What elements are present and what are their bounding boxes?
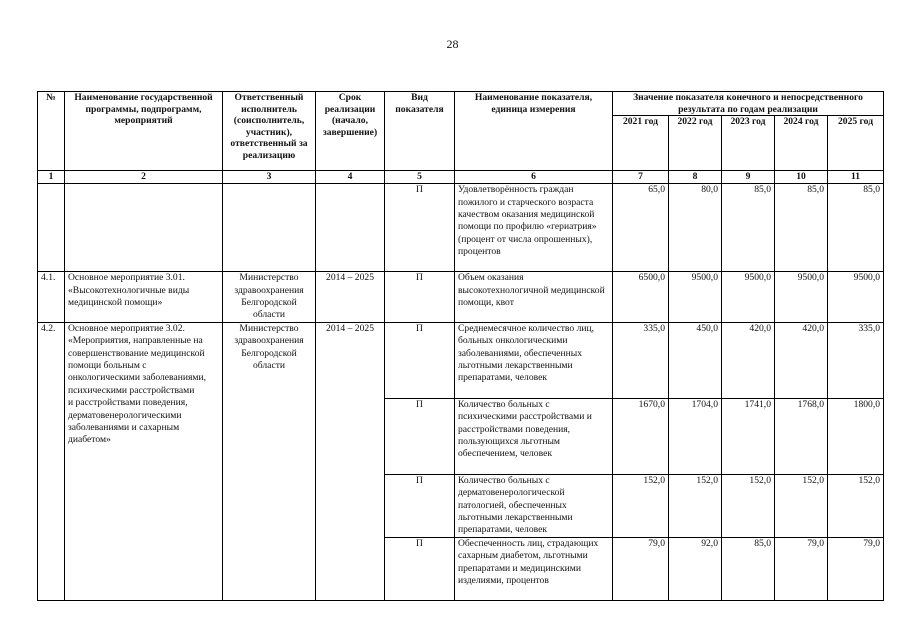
value-2022: 450,0 xyxy=(669,322,722,398)
value-2025: 335,0 xyxy=(828,322,884,398)
value-2024: 79,0 xyxy=(775,537,828,600)
value-2025: 152,0 xyxy=(828,474,884,537)
value-2023: 9500,0 xyxy=(722,272,775,323)
header-year: 2022 год xyxy=(669,116,722,171)
column-number: 6 xyxy=(455,171,613,184)
column-number: 5 xyxy=(385,171,455,184)
table-row xyxy=(38,184,884,272)
value-2025: 1800,0 xyxy=(828,398,884,474)
empty-cell xyxy=(223,184,316,272)
indicator-name: Объем оказания высокотехнологичной медицинской помощи, квот xyxy=(455,272,613,323)
column-numbers-row xyxy=(38,171,884,184)
empty-cell xyxy=(65,184,223,272)
indicator-name: Обеспеченность лиц, страдающих сахарным диабетом, льготными препаратами и медицинскими изделиями, процентов xyxy=(455,537,613,600)
indicator-name: Среднемесячное количество лиц, больных онкологическими заболеваниями, обеспеченных льготными лекарственными препаратами, человек xyxy=(455,322,613,398)
value-2025: 9500,0 xyxy=(828,272,884,323)
table-row xyxy=(38,322,884,398)
row-number: 4.1. xyxy=(38,272,65,323)
indicator-kind: П xyxy=(385,184,455,272)
value-2024: 420,0 xyxy=(775,322,828,398)
value-2023: 85,0 xyxy=(722,184,775,272)
indicator-name: Количество больных с психическими расстройствами и расстройствами поведения, пользующихся льготным обеспечением, человек xyxy=(455,398,613,474)
column-number: 1 xyxy=(38,171,65,184)
column-number: 3 xyxy=(223,171,316,184)
value-2024: 85,0 xyxy=(775,184,828,272)
responsible-executor: Министерство здравоохранения Белгородской области xyxy=(223,322,316,600)
indicators-table xyxy=(37,91,884,601)
value-2022: 1704,0 xyxy=(669,398,722,474)
value-2021: 335,0 xyxy=(613,322,669,398)
header-year: 2023 год xyxy=(722,116,775,171)
value-2021: 152,0 xyxy=(613,474,669,537)
implementation-period: 2014 – 2025 xyxy=(316,272,385,323)
indicator-kind: П xyxy=(385,537,455,600)
empty-cell xyxy=(316,184,385,272)
value-2022: 80,0 xyxy=(669,184,722,272)
value-2021: 1670,0 xyxy=(613,398,669,474)
header-values-group: Значение показателя конечного и непосредственного результата по годам реализации xyxy=(613,92,884,116)
header-indicator-name: Наименование показателя, единица измерения xyxy=(455,92,613,171)
header-number: № xyxy=(38,92,65,171)
value-2021: 65,0 xyxy=(613,184,669,272)
value-2025: 85,0 xyxy=(828,184,884,272)
indicator-kind: П xyxy=(385,474,455,537)
value-2023: 1741,0 xyxy=(722,398,775,474)
value-2022: 9500,0 xyxy=(669,272,722,323)
indicator-kind: П xyxy=(385,398,455,474)
value-2024: 152,0 xyxy=(775,474,828,537)
implementation-period: 2014 – 2025 xyxy=(316,322,385,600)
column-number: 8 xyxy=(669,171,722,184)
row-number: 4.2. xyxy=(38,322,65,600)
value-2022: 92,0 xyxy=(669,537,722,600)
page-number: 28 xyxy=(446,37,459,51)
column-number: 2 xyxy=(65,171,223,184)
table-row xyxy=(38,272,884,323)
indicator-kind: П xyxy=(385,322,455,398)
value-2023: 420,0 xyxy=(722,322,775,398)
header-period: Срок реализации (начало, завершение) xyxy=(316,92,385,171)
empty-cell xyxy=(38,184,65,272)
value-2024: 9500,0 xyxy=(775,272,828,323)
column-number: 9 xyxy=(722,171,775,184)
activity-name: Основное мероприятие 3.01. «Высокотехнологичные виды медицинской помощи» xyxy=(65,272,223,323)
indicator-kind: П xyxy=(385,272,455,323)
header-executor: Ответственный исполнитель (соисполнитель, участник), ответственный за реализацию xyxy=(223,92,316,171)
column-number: 7 xyxy=(613,171,669,184)
value-2021: 79,0 xyxy=(613,537,669,600)
column-number: 10 xyxy=(775,171,828,184)
value-2021: 6500,0 xyxy=(613,272,669,323)
value-2023: 85,0 xyxy=(722,537,775,600)
header-program-name: Наименование государственной программы, подпрограмм, мероприятий xyxy=(65,92,223,171)
activity-name xyxy=(65,322,223,600)
value-2024: 1768,0 xyxy=(775,398,828,474)
value-2025: 79,0 xyxy=(828,537,884,600)
indicator-name: Количество больных с дерматовенерологической патологией, обеспеченных льготными лекарственными препаратами, человек xyxy=(455,474,613,537)
indicator-name: Удовлетворённость граждан пожилого и старческого возраста качеством оказания медицинской помощи по профилю «гериатрия» (процент от числа опрошенных), процентов xyxy=(455,184,613,272)
header-indicator-kind: Вид показателя xyxy=(385,92,455,171)
activity-name-part1: Основное мероприятие 3.02. «Мероприятия, направленные на совершенствование медицинской помощи больным с онкологическими заболеваниями, психическими расстройствами xyxy=(68,322,206,396)
header-row-1 xyxy=(38,92,884,116)
value-2023: 152,0 xyxy=(722,474,775,537)
value-2022: 152,0 xyxy=(669,474,722,537)
header-year: 2024 год xyxy=(775,116,828,171)
responsible-executor: Министерство здравоохранения Белгородской области xyxy=(223,272,316,323)
header-year: 2021 год xyxy=(613,116,669,171)
header-year: 2025 год xyxy=(828,116,884,171)
column-number: 11 xyxy=(828,171,884,184)
column-number: 4 xyxy=(316,171,385,184)
activity-name-part2: и расстройствами поведения, дерматовенерологическими заболеваниями и сахарным диабетом» xyxy=(68,397,188,446)
